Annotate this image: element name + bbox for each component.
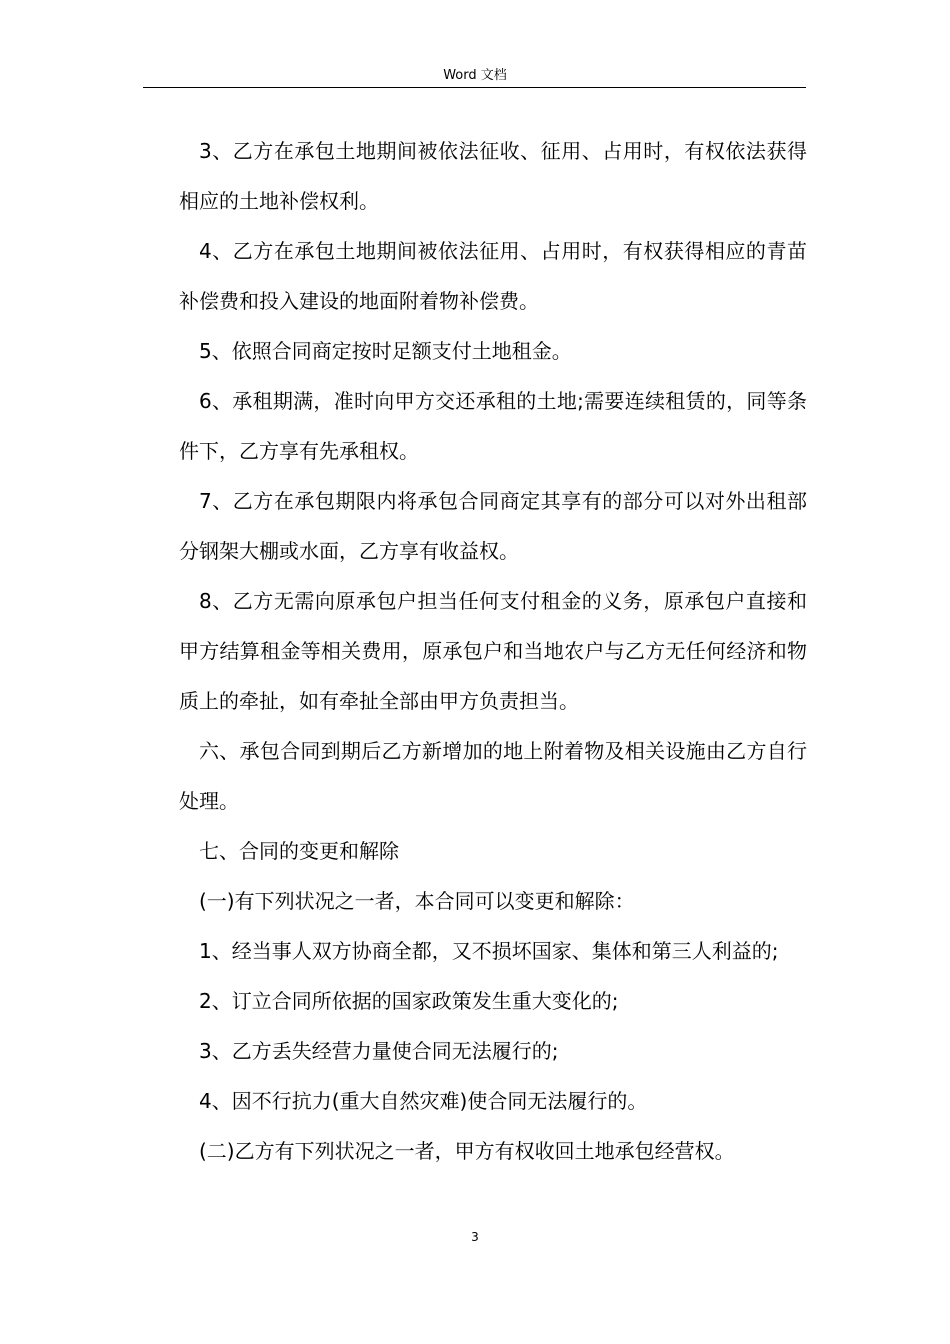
section-heading: 七、合同的变更和解除 bbox=[199, 839, 399, 863]
document-body bbox=[179, 126, 807, 1176]
paragraph: 6、承租期满，准时向甲方交还承租的土地;需要连续租赁的，同等条件下，乙方享有先承租权。 bbox=[179, 389, 807, 463]
paragraph: 4、因不行抗力(重大自然灾难)使合同无法履行的。 bbox=[199, 1089, 648, 1113]
paragraph: 六、承包合同到期后乙方新增加的地上附着物及相关设施由乙方自行处理。 bbox=[179, 739, 807, 813]
paragraph: 2、订立合同所依据的国家政策发生重大变化的; bbox=[199, 989, 619, 1013]
paragraph: 7、乙方在承包期限内将承包合同商定其享有的部分可以对外出租部分钢架大棚或水面，乙方享有收益权。 bbox=[179, 489, 807, 563]
paragraph: 4、乙方在承包土地期间被依法征用、占用时，有权获得相应的青苗补偿费和投入建设的地面附着物补偿费。 bbox=[179, 239, 807, 313]
header-divider bbox=[143, 87, 806, 88]
page-number: 3 bbox=[471, 1230, 479, 1244]
paragraph: 3、乙方丢失经营力量使合同无法履行的; bbox=[199, 1039, 559, 1063]
paragraph: 5、依照合同商定按时足额支付土地租金。 bbox=[199, 339, 572, 363]
page-header: Word 文档 bbox=[443, 68, 507, 83]
paragraph: (二)乙方有下列状况之一者，甲方有权收回土地承包经营权。 bbox=[199, 1139, 735, 1163]
paragraph: (一)有下列状况之一者，本合同可以变更和解除： bbox=[199, 889, 635, 913]
paragraph: 8、乙方无需向原承包户担当任何支付租金的义务，原承包户直接和甲方结算租金等相关费用，原承包户和当地农户与乙方无任何经济和物质上的牵扯，如有牵扯全部由甲方负责担当。 bbox=[179, 589, 807, 713]
paragraph: 1、经当事人双方协商全都，又不损坏国家、集体和第三人利益的; bbox=[199, 939, 779, 963]
paragraph: 3、乙方在承包土地期间被依法征收、征用、占用时，有权依法获得相应的土地补偿权利。 bbox=[179, 139, 807, 213]
